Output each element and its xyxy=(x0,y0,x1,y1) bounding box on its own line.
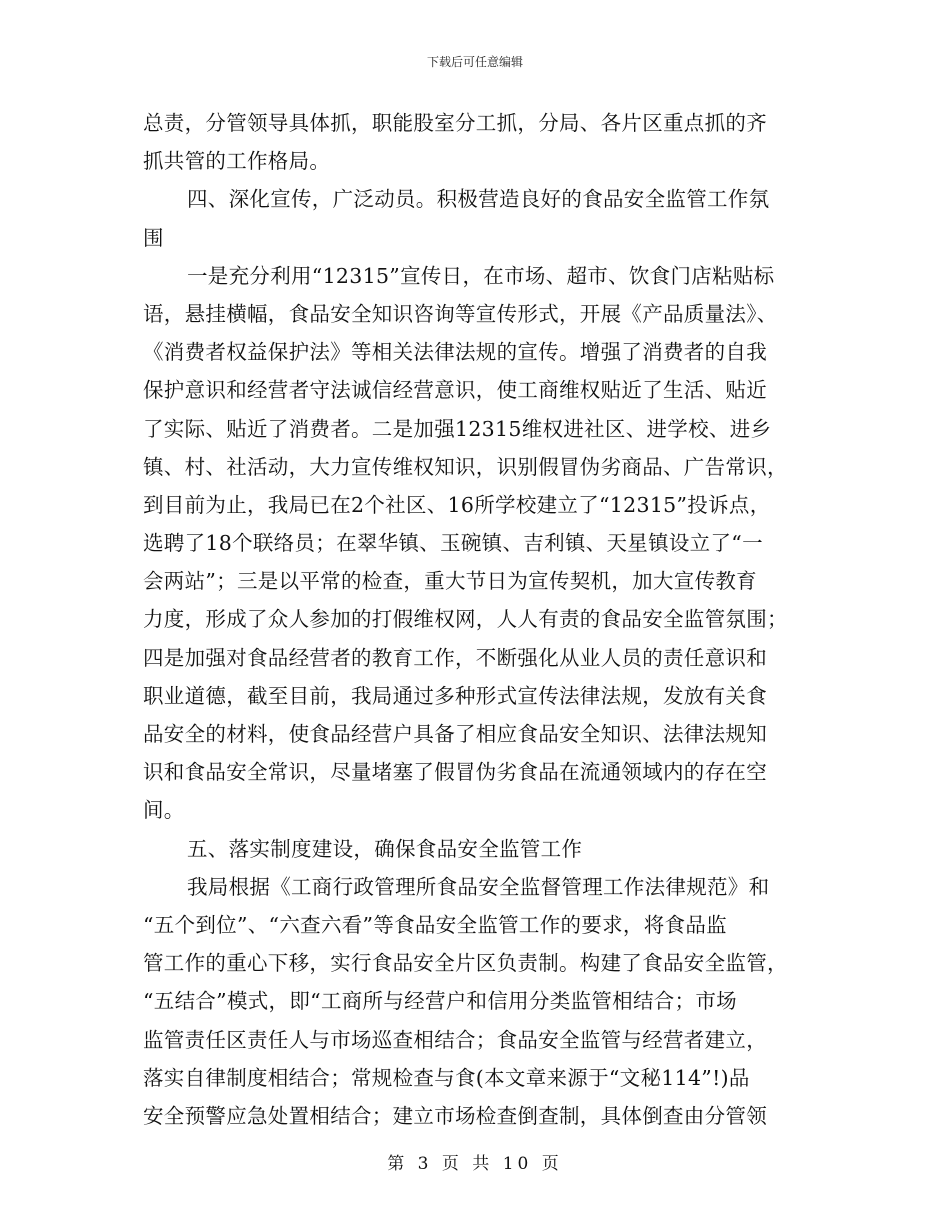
text-line: 一是充分利用“12315”宣传日，在市场、超市、饮食门店粘贴标 xyxy=(187,263,775,288)
text-line: 落实自律制度相结合；常规检查与食(本文章来源于“文秘114”!)品 xyxy=(143,1065,750,1090)
text-line: 到目前为止，我局已在2个社区、16所学校建立了“12315”投诉点， xyxy=(143,492,771,517)
text-line: 安全预警应急处置相结合；建立市场检查倒查制，具体倒查由分管领 xyxy=(143,1103,767,1128)
text-line: “五结合”模式，即“工商所与经营户和信用分类监管相结合；市场 xyxy=(143,989,737,1014)
text-line: 四、深化宣传，广泛动员。积极营造良好的食品安全监管工作氛 xyxy=(187,187,770,212)
text-line: 间。 xyxy=(143,798,185,823)
text-line: 《消费者权益保护法》等相关法律法规的宣传。增强了消费者的自我 xyxy=(143,340,767,365)
text-line: 识和食品安全常识，尽量堵塞了假冒伪劣食品在流通领域内的存在空 xyxy=(143,760,767,785)
text-line: 镇、村、社活动，大力宣传维权知识，识别假冒伪劣商品、广告常识， xyxy=(143,454,788,479)
text-line: 总责，分管领导具体抓，职能股室分工抓，分局、各片区重点抓的齐 xyxy=(143,111,767,135)
text-line: 五、落实制度建设，确保食品安全监管工作 xyxy=(187,836,583,861)
text-line: 保护意识和经营者守法诚信经营意识，使工商维权贴近了生活、贴近 xyxy=(143,378,767,403)
document-body xyxy=(143,104,805,1135)
text-line: 监管责任区责任人与市场巡查相结合；食品安全监管与经营者建立， xyxy=(143,1027,767,1052)
text-line: 四是加强对食品经营者的教育工作，不断强化从业人员的责任意识和 xyxy=(143,645,767,670)
text-line: 品安全的材料，使食品经营户具备了相应食品安全知识、法律法规知 xyxy=(143,722,767,746)
text-line: 抓共管的工作格局。 xyxy=(143,149,331,174)
text-line: “五个到位”、“六查六看”等食品安全监管工作的要求，将食品监 xyxy=(143,912,727,937)
text-line: 力度，形成了众人参加的打假维权网，人人有责的食品安全监管氛围； xyxy=(143,607,788,632)
text-line: 围 xyxy=(143,225,164,250)
text-line: 职业道德，截至目前，我局通过多种形式宣传法律法规，发放有关食 xyxy=(143,683,767,708)
text-line: 语，悬挂横幅，食品安全知识咨询等宣传形式，开展《产品质量法》、 xyxy=(143,301,778,326)
page-footer: 第 3 页 共 10 页 xyxy=(387,1154,563,1174)
text-line: 了实际、贴近了消费者。二是加强12315维权进社区、进学校、进乡 xyxy=(143,416,772,441)
page-header: 下载后可任意编辑 xyxy=(426,55,523,69)
text-line: 我局根据《工商行政管理所食品安全监督管理工作法律规范》和 xyxy=(187,874,770,899)
text-line: 选聘了18个联络员；在翠华镇、玉碗镇、吉利镇、天星镇设立了“一 xyxy=(143,531,763,556)
text-line: 会两站”；三是以平常的检查，重大节日为宣传契机，加大宣传教育 xyxy=(143,569,757,594)
text-line: 管工作的重心下移，实行食品安全片区负责制。构建了食品安全监管， xyxy=(143,951,788,976)
